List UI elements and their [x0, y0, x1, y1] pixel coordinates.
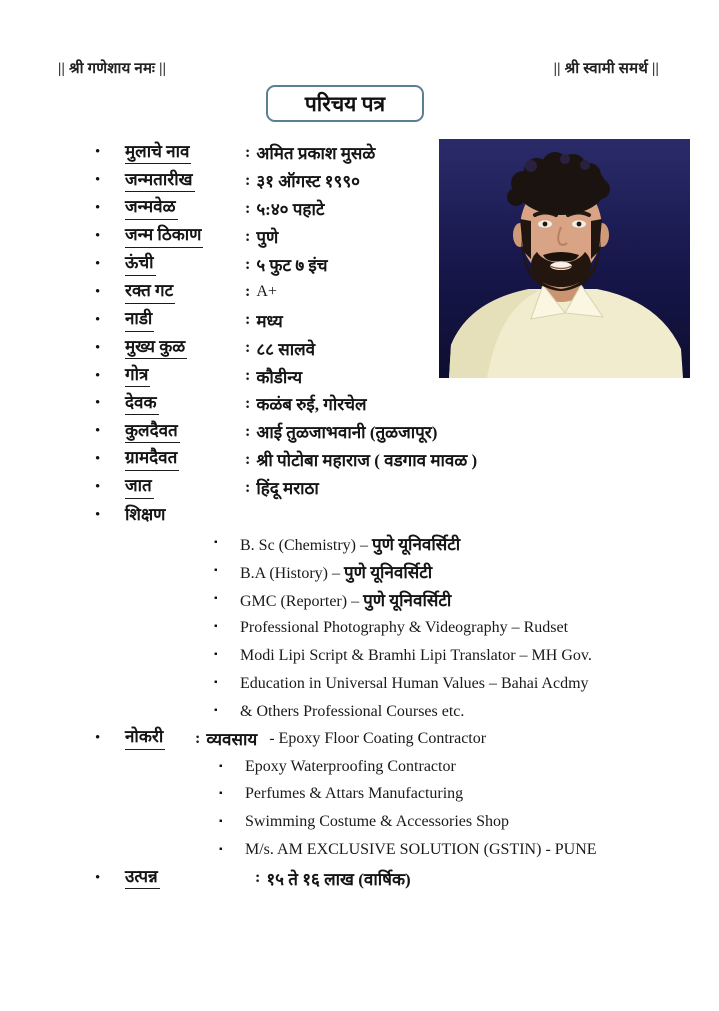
bullet-icon: •: [95, 507, 101, 524]
colon: :: [245, 367, 251, 385]
detail-value: ८८ सालवे: [256, 339, 316, 359]
page-title-box: [266, 85, 424, 122]
square-bullet-icon: ▪: [214, 648, 218, 660]
occupation-value-english: - Epoxy Floor Coating Contractor: [269, 729, 487, 747]
detail-row-caste: [95, 474, 695, 502]
education-item-text: [240, 673, 589, 693]
detail-row-birthplace: [95, 223, 695, 251]
education-item: [95, 529, 695, 557]
bullet-icon: •: [95, 339, 101, 356]
education-item: [95, 697, 695, 725]
education-item-en: GMC (Reporter) –: [240, 592, 364, 610]
income-value: १५ ते १६ लाख (वार्षिक): [266, 869, 411, 889]
bullet-icon: •: [95, 869, 101, 886]
detail-value: हिंदू मराठा: [256, 479, 319, 499]
colon: :: [245, 422, 251, 440]
education-item: [95, 585, 695, 613]
education-item-mr: पुणे यूनिवर्सिटी: [363, 590, 452, 610]
occupation-item-text: Perfumes & Attars Manufacturing: [245, 785, 464, 803]
invocation-left: || श्री गणेशाय नमः ||: [58, 61, 167, 77]
bullet-icon: •: [95, 144, 101, 161]
detail-row-kul: [95, 334, 695, 362]
colon: :: [245, 478, 251, 496]
square-bullet-icon: ▪: [214, 537, 218, 549]
colon: :: [245, 255, 251, 273]
education-item-text: [240, 532, 460, 555]
detail-row-naadi: [95, 306, 695, 334]
occupation-item: [95, 753, 695, 781]
detail-label: नाडी: [125, 309, 154, 332]
bullet-icon: •: [95, 256, 101, 272]
occupation-item: [95, 780, 695, 808]
education-item: [95, 613, 695, 641]
education-item-en: & Others Professional Courses etc.: [240, 702, 465, 720]
bullet-icon: •: [95, 311, 101, 328]
detail-value: कळंब रुई, गोरचेल: [256, 395, 367, 415]
square-bullet-icon: ▪: [219, 788, 223, 800]
education-item-text: [240, 645, 592, 665]
colon: :: [245, 394, 251, 412]
detail-value: पुणे: [256, 228, 279, 248]
education-item: [95, 557, 695, 585]
education-item-text: [240, 560, 432, 583]
square-bullet-icon: ▪: [214, 593, 218, 605]
bullet-icon: •: [95, 172, 101, 189]
square-bullet-icon: ▪: [219, 844, 223, 856]
detail-row-kuldaivat: [95, 418, 695, 446]
occupation-item-text: Epoxy Waterproofing Contractor: [245, 757, 456, 775]
detail-value: अमित प्रकाश मुसळे: [256, 144, 376, 164]
detail-row-devak: [95, 390, 695, 418]
colon: :: [245, 283, 251, 301]
education-item-mr: पुणे यूनिवर्सिटी: [372, 534, 461, 554]
detail-row-height: [95, 251, 695, 279]
detail-label: जन्मतारीख: [125, 170, 195, 193]
education-item-text: [240, 617, 568, 637]
detail-label: कुलदैवत: [125, 421, 180, 444]
detail-value: कौडीन्य: [256, 367, 303, 387]
education-item-en: Education in Universal Human Values – Bahai Acdmy: [240, 674, 589, 692]
colon: :: [245, 199, 251, 217]
detail-value: मध्य: [256, 311, 283, 331]
detail-label: देवक: [125, 393, 159, 416]
page-title: परिचय पत्र: [304, 91, 386, 116]
detail-label: जात: [125, 476, 154, 499]
occupation-item: [95, 808, 695, 836]
education-item-mr: पुणे यूनिवर्सिटी: [344, 562, 433, 582]
square-bullet-icon: ▪: [219, 816, 223, 828]
education-label: शिक्षण: [125, 504, 166, 524]
bullet-icon: •: [95, 283, 101, 300]
section-occupation: [95, 725, 695, 753]
detail-label: मुलाचे नाव: [125, 142, 191, 165]
occupation-item-text: M/s. AM EXCLUSIVE SOLUTION (GSTIN) - PUNE: [245, 841, 597, 859]
colon: :: [245, 171, 251, 189]
detail-list: [95, 139, 695, 892]
detail-row-birthtime: [95, 195, 695, 223]
detail-label: जन्म ठिकाण: [125, 225, 203, 248]
detail-label: गोत्र: [125, 365, 150, 388]
colon: :: [245, 227, 251, 245]
detail-value: ५ फुट ७ इंच: [256, 256, 328, 275]
education-item-en: B. Sc (Chemistry) –: [240, 536, 372, 554]
detail-row-bloodgroup: [95, 278, 695, 306]
bullet-icon: •: [95, 479, 101, 496]
bullet-icon: •: [95, 423, 101, 440]
colon: :: [245, 339, 251, 357]
colon: :: [195, 729, 201, 747]
bullet-icon: •: [95, 451, 101, 468]
income-row: [95, 864, 695, 892]
square-bullet-icon: ▪: [214, 676, 218, 688]
invocation-right: || श्री स्वामी समर्थ ||: [553, 61, 659, 77]
detail-label: ग्रामदैवत: [125, 448, 179, 471]
colon: :: [245, 450, 251, 468]
square-bullet-icon: ▪: [214, 704, 218, 716]
education-item-en: B.A (History) –: [240, 564, 344, 582]
colon: :: [245, 143, 251, 161]
detail-label: मुख्य कुळ: [125, 337, 187, 360]
bullet-icon: •: [95, 200, 101, 217]
square-bullet-icon: ▪: [219, 760, 223, 772]
education-item-en: Professional Photography & Videography – Rudset: [240, 619, 569, 637]
detail-value: ३१ ऑगस्ट १९९०: [256, 172, 361, 192]
detail-row-birthdate: [95, 167, 695, 195]
colon: :: [255, 869, 261, 887]
education-item-en: Modi Lipi Script & Bramhi Lipi Translator – MH Gov.: [240, 646, 592, 664]
occupation-item: [95, 836, 695, 864]
detail-value: आई तुळजाभवानी (तुळजापूर): [256, 423, 438, 443]
occupation-value-marathi: व्यवसाय: [206, 730, 258, 750]
detail-row-name: [95, 139, 695, 167]
detail-value: A+: [256, 283, 277, 301]
detail-value: ५:४० पहाटे: [256, 200, 325, 220]
occupation-item-text: Swimming Costume & Accessories Shop: [245, 813, 509, 831]
occupation-label: नोकरी: [125, 727, 165, 750]
education-item: [95, 669, 695, 697]
income-label: उत्पन्न: [125, 867, 160, 890]
education-item: [95, 641, 695, 669]
detail-label: जन्मवेळ: [125, 197, 178, 220]
detail-label: रक्त गट: [125, 281, 175, 304]
bullet-icon: •: [95, 228, 101, 245]
bullet-icon: •: [95, 395, 101, 412]
bullet-icon: •: [95, 730, 101, 747]
education-item-text: [240, 701, 464, 721]
education-item-text: [240, 588, 451, 611]
detail-value: श्री पोटोबा महाराज ( वडगाव मावळ ): [256, 451, 478, 471]
colon: :: [245, 311, 251, 329]
detail-label: ऊंची: [125, 253, 156, 276]
square-bullet-icon: ▪: [214, 621, 218, 633]
detail-row-gotra: [95, 362, 695, 390]
section-education: [95, 502, 695, 530]
square-bullet-icon: ▪: [214, 565, 218, 577]
detail-row-gramdaivat: [95, 446, 695, 474]
bullet-icon: •: [95, 367, 101, 384]
